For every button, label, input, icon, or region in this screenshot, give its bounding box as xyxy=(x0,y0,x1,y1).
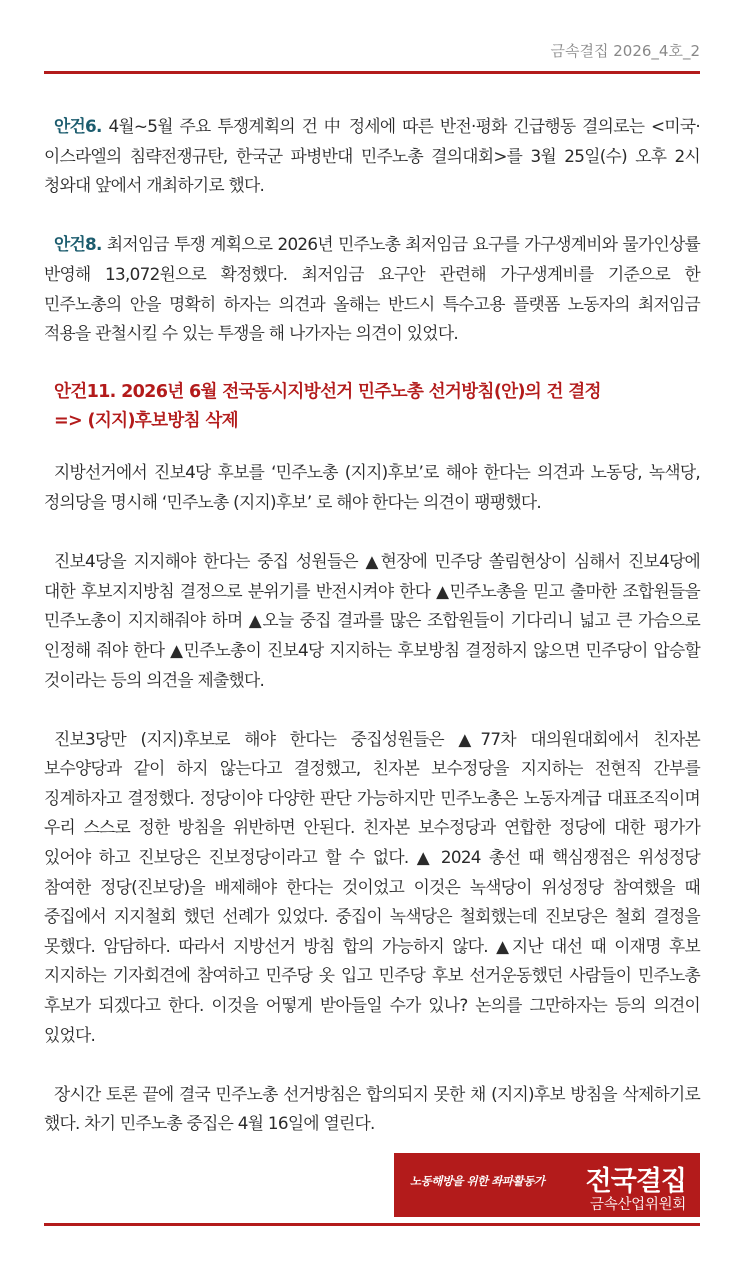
body-paragraph: 진보4당을 지지해야 한다는 중집 성원들은 ▲현장에 민주당 쏠림현상이 심해서 진보4당에 대한 후보지지방침 결정으로 분위기를 반전시켜야 한다 ▲민주노총을 믿고 출마한 조합원들을 민주노총이 지지해줘야 하며 ▲오늘 중집 결과를 많은 조합원들이 기다리니 넓고 큰 가슴으로 인정해 줘야 한다 ▲민주노총이 진보4당 지지하는 후보방침 결정하지 않으면 민주당이 압승할 것이라는 등의 의견을 제출했다. xyxy=(44,551,700,690)
headline-line-1: 안건11. 2026년 6월 전국동시지방선거 민주노총 선거방침(안)의 건 결정 xyxy=(54,382,601,403)
body-paragraph: 지방선거에서 진보4당 후보를 ‘민주노총 (지지)후보’로 해야 한다는 의견과 노동당, 녹색당, 정의당을 명시해 ‘민주노총 (지지)후보’ 로 해야 한다는 의견이 팽팽했다. xyxy=(44,462,700,512)
agenda-item-8 xyxy=(44,230,700,348)
bottom-divider xyxy=(44,1223,700,1226)
footer-brand: 전국결집 xyxy=(585,1166,686,1197)
agenda-text: 최저임금 투쟁 계획으로 2026년 민주노총 최저임금 요구를 가구생계비와 물가인상률 반영해 13,072원으로 확정했다. 최저임금 요구안 관련해 가구생계비를 기준으로 한 민주노총의 안을 명확히 하자는 의견과 올해는 반드시 특수고용 플랫폼 노동자의 최저임금 적용을 관철시킬 수 있는 투쟁을 해 나가자는 의견이 있었다. xyxy=(44,234,700,344)
footer-org: 금속산업위원회 xyxy=(590,1197,686,1213)
issue-label: 금속결집 2026_4호_2 xyxy=(550,42,700,60)
headline-line-2: => (지지)후보방침 삭제 xyxy=(54,411,238,432)
agenda-label: 안건8. xyxy=(54,234,102,255)
body-paragraph: 진보3당만 (지지)후보로 해야 한다는 중집성원들은 ▲77차 대의원대회에서 친자본 보수양당과 같이 하지 않는다고 결정했고, 친자본 보수정당을 지지하는 전현직 간부를 징계하자고 결정했다. 정당이야 다양한 판단 가능하지만 민주노총은 노동자계급 대표조직이며 우리 스스로 정한 방침을 위반하면 안된다. 친자본 보수정당과 연합한 정당에 대한 평가가 있어야 하고 진보당은 진보정당이라고 할 수 없다. ▲ 2024 총선 때 핵심쟁점은 위성정당 참여한 정당(진보당)을 배제해야 한다는 것이었고 이것은 녹색당이 위성정당 참여했을 때 중집에서 지지철회 했던 선례가 있었다. 중집이 녹색당은 철회했는데 진보당은 철회 결정을 못했다. 암담하다. 따라서 지방선거 방침 합의 가능하지 않다. ▲지난 대선 때 이재명 후보 지지하는 기자회견에 참여하고 민주당 옷 입고 민주당 후보 선거운동했던 사람들이 민주노총 후보가 되겠다고 한다. 이것을 어떻게 받아들일 수가 있나? 논의를 그만하자는 등의 의견이 있었다. xyxy=(44,728,700,1045)
top-divider xyxy=(44,71,700,74)
footer-slogan: 노동해방을 위한 좌파활동가 xyxy=(410,1174,545,1188)
organization-logo-box xyxy=(394,1153,700,1217)
agenda-11-headline xyxy=(44,378,700,436)
body-paragraph: 장시간 토론 끝에 결국 민주노총 선거방침은 합의되지 못한 채 (지지)후보 방침을 삭제하기로 했다. 차기 민주노총 중집은 4월 16일에 열린다. xyxy=(44,1083,700,1134)
agenda-item-6 xyxy=(44,112,700,201)
agenda-text: 4월~5월 주요 투쟁계획의 건 中 정세에 따른 반전·평화 긴급행동 결의로는 <미국·이스라엘의 침략전쟁규탄, 한국군 파병반대 민주노총 결의대회>를 3월 25일(수) 오후 2시 청와대 앞에서 개최하기로 했다. xyxy=(44,116,700,196)
agenda-label: 안건6. xyxy=(54,116,102,136)
article-body xyxy=(44,112,700,1169)
